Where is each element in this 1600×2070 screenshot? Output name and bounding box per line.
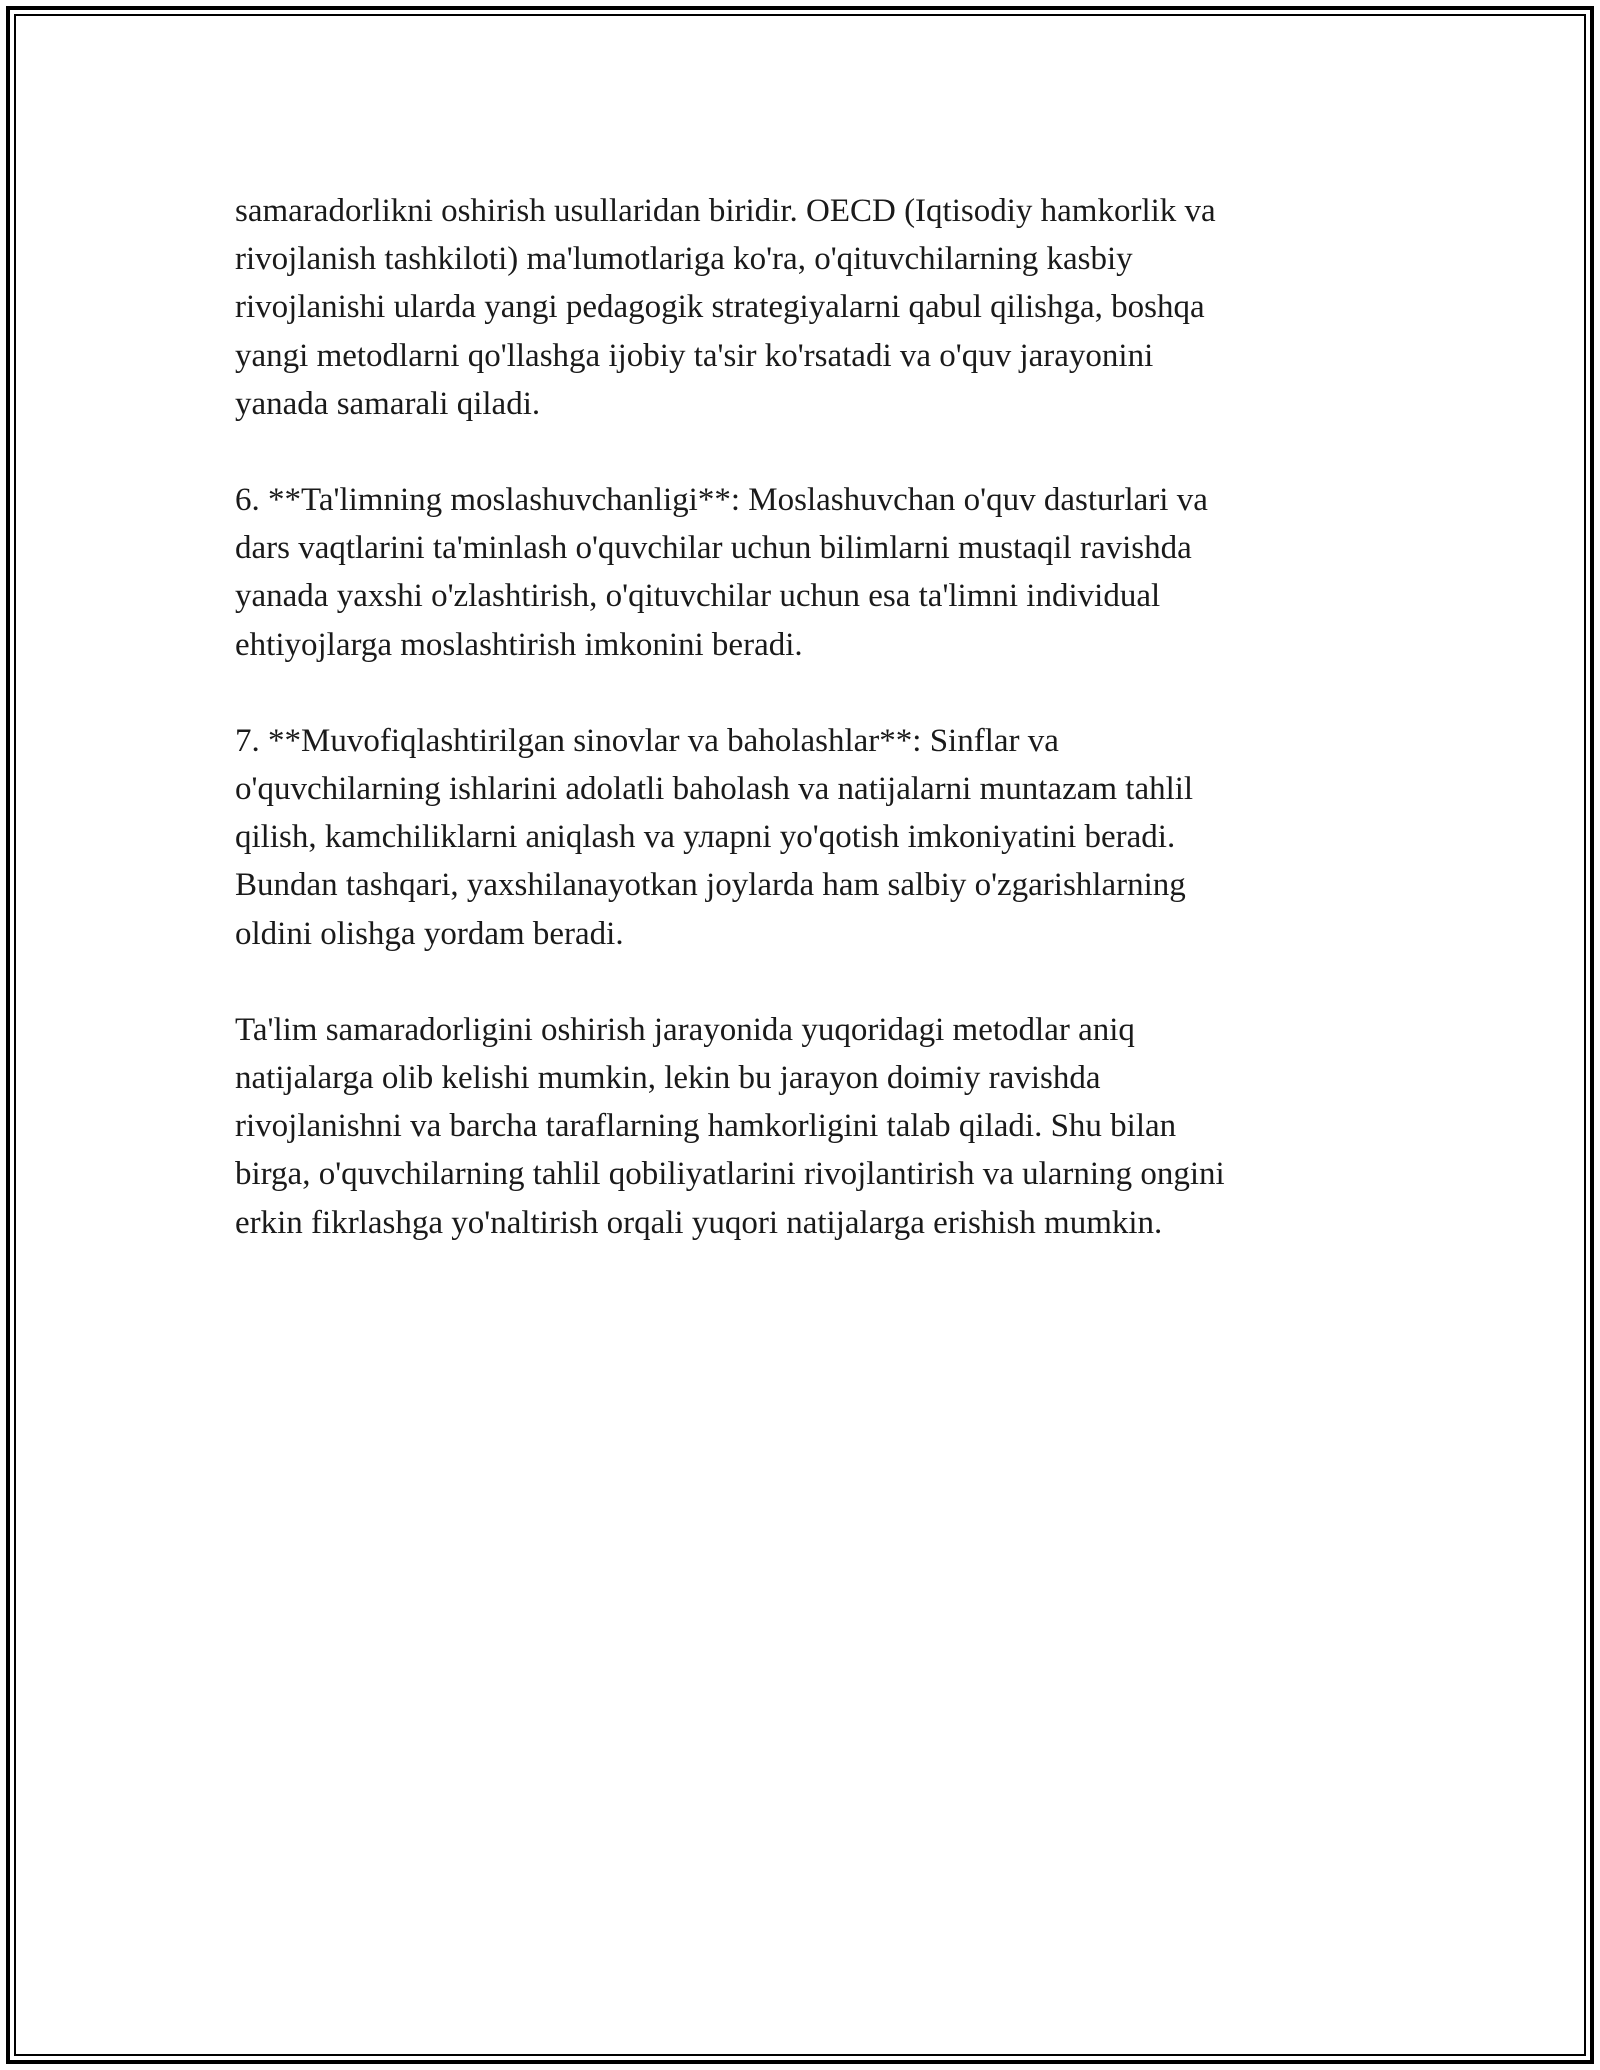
document-body [235,187,1355,1295]
paragraph-item-6: 6. **Ta'limning moslashuvchanligi**: Moslashuvchan o'quv dasturlari va dars vaqtlarini ta'minlash o'quvchilar uchun bilimlarni mustaqil ravishda yanada yaxshi o'zlashtirish, o'qituvchilar uchun esa ta'limni individual ehtiyojlarga moslashtirish imkonini beradi. [235,482,1208,663]
paragraph-conclusion: Ta'lim samaradorligini oshirish jarayonida yuqoridagi metodlar aniq natijalarga olib kelishi mumkin, lekin bu jarayon doimiy ravishda rivojlanishni va barcha taraflarning hamkorligini talab qiladi. Shu bilan birga, o'quvchilarning tahlil qobiliyatlarini rivojlantirish va ularning ongini erkin fikrlashga yo'naltirish orqali yuqori natijalarga erishish mumkin. [235,1011,1225,1241]
paragraph-intro-continuation: samaradorlikni oshirish usullaridan biridir. OECD (Iqtisodiy hamkorlik va rivojlanish tashkiloti) ma'lumotlariga ko'ra, o'qituvchilarning kasbiy rivojlanishi ularda yangi pedagogik strategiyalarni qabul qilishga, boshqa yangi metodlarni qo'llashga ijobiy ta'sir ko'rsatadi va o'quv jarayonini yanada samarali qiladi. [235,193,1216,422]
paragraph-item-7: 7. **Muvofiqlashtirilgan sinovlar va baholashlar**: Sinflar va o'quvchilarning ishlarini adolatli baholash va natijalarni muntazam tahlil qilish, kamchiliklarni aniqlash va уларni yo'qotish imkoniyatini beradi. Bundan tashqari, yaxshilanayotkan joylarda ham salbiy o'zgarishlarning oldini olishga yordam beradi. [235,722,1194,952]
